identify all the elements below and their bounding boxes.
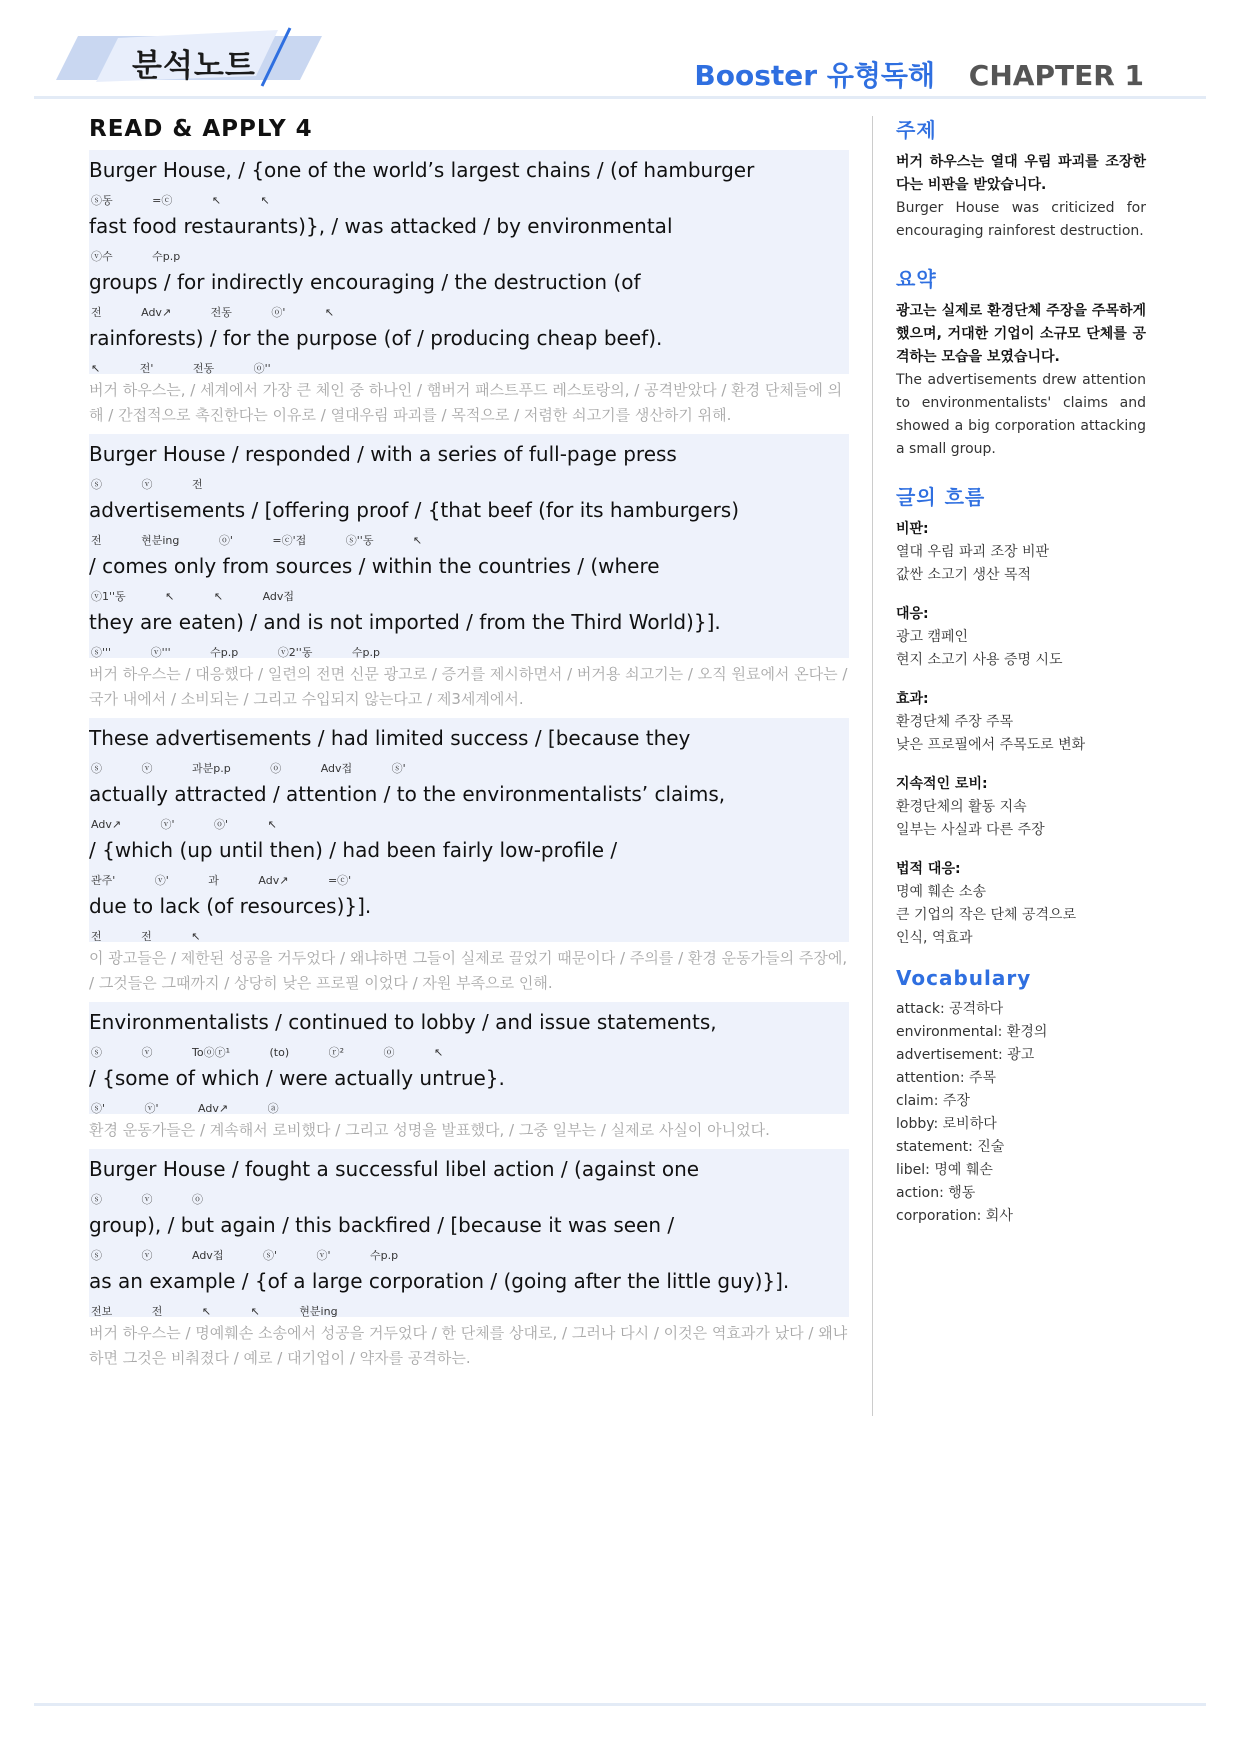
sentence-text: as an example / {of a large corporation / (going after the little guy)}]. [89, 1269, 790, 1293]
sentence-line [89, 886, 849, 942]
sentence-text: groups / for indirectly encouraging / the destruction (of [89, 270, 641, 294]
grammar-marks: ⓥ수 수p.p [91, 250, 181, 262]
vocab-item: advertisement: 광고 [896, 1047, 1035, 1063]
vocab-item: action: 행동 [896, 1185, 976, 1201]
flow-line: 명예 훼손 소송 [896, 884, 987, 900]
sentence-line [89, 150, 849, 206]
flow-heading: 지속적인 로비: [896, 776, 988, 792]
grammar-marks: ⓢ ⓥ 과분p.p ⓞ Adv접 ⓢ' [91, 762, 406, 774]
korean-translation: 이 광고들은 / 제한된 성공을 거두었다 / 왜냐하면 그들이 실제로 끌었기 때문이다 / 주의를 / 환경 운동가들의 주장에, / 그것들은 그때까지 / 상당히 낮은 프로필 이었다 / 자원 부족으로 인해. [89, 949, 848, 992]
sentence-line [89, 602, 849, 658]
sentence-text: / {some of which / were actually untrue}. [89, 1066, 505, 1090]
header-badge-label: 분석노트 [132, 48, 256, 84]
flow-heading: 효과: [896, 691, 929, 707]
korean-translation: 버거 하우스는 / 대응했다 / 일련의 전면 신문 광고로 / 증거를 제시하면서 / 버거용 쇠고기는 / 오직 원료에서 온다는 / 국가 내에서 / 소비되는 / 그리고 수입되지 않는다고 / 제3세계에서. [89, 665, 848, 708]
summary-title: 요약 [896, 267, 937, 291]
paragraph [89, 434, 849, 712]
vocab-item: attention: 주목 [896, 1070, 997, 1086]
grammar-marks: 전보 전 ↖ ↖ 현분ing [91, 1305, 338, 1317]
sentence-line [89, 718, 849, 774]
grammar-marks: 전 전 ↖ [91, 930, 201, 942]
flow-line: 일부는 사실과 다른 주장 [896, 822, 1045, 838]
sentence-line [89, 1205, 849, 1261]
sentence-line [89, 318, 849, 374]
sentence-line [89, 774, 849, 830]
vocab-title: Vocabulary [896, 966, 1032, 990]
grammar-marks: Adv↗ ⓥ' ⓞ' ↖ [91, 818, 277, 830]
sentence-text: Burger House / responded / with a series of full-page press [89, 442, 677, 466]
sentence-line [89, 1261, 849, 1317]
vocab-item: attack: 공격하다 [896, 1001, 1004, 1017]
header-right [694, 54, 1144, 94]
flow-line: 환경단체 주장 주목 [896, 714, 1014, 730]
sentence-line [89, 262, 849, 318]
page-header [0, 0, 1240, 110]
flow-line: 환경단체의 활동 지속 [896, 799, 1027, 815]
flow-item [896, 688, 1146, 757]
sentence-line [89, 206, 849, 262]
grammar-marks: 전 Adv↗ 전동 ⓞ' ↖ [91, 306, 335, 318]
sentence-text: These advertisements / had limited success / [because they [89, 726, 691, 750]
paragraph [89, 718, 849, 996]
section-title: READ & APPLY 4 [89, 116, 313, 142]
sentence-line [89, 1058, 849, 1114]
flow-line: 낮은 프로필에서 주목도로 변화 [896, 737, 1086, 753]
korean-translation: 버거 하우스는 / 명예훼손 소송에서 성공을 거두었다 / 한 단체를 상대로, / 그러나 다시 / 이것은 역효과가 났다 / 왜냐하면 그것은 비춰졌다 / 예로 / 대기업이 / 약자를 공격하는. [89, 1324, 848, 1367]
sentence-text: fast food restaurants)}, / was attacked / by environmental [89, 214, 673, 238]
sentence-text: due to lack (of resources)}]. [89, 894, 372, 918]
sidebar [896, 112, 1146, 1228]
korean-translation: 환경 운동가들은 / 계속해서 로비했다 / 그리고 성명을 발표했다, / 그중 일부는 / 실제로 사실이 아니었다. [89, 1121, 770, 1139]
sentence-text: advertisements / [offering proof / {that beef (for its hamburgers) [89, 498, 740, 522]
flow-item [896, 773, 1146, 842]
grammar-marks: ⓢ''' ⓥ''' 수p.p ⓥ2''동 수p.p [91, 646, 380, 658]
vocab-item: libel: 명예 훼손 [896, 1162, 993, 1178]
vocab-item: statement: 진술 [896, 1139, 1005, 1155]
sentence-text: actually attracted / attention / to the environmentalists’ claims, [89, 782, 726, 806]
sentence-text: rainforests) / for the purpose (of / producing cheap beef). [89, 326, 663, 350]
grammar-marks: ↖ 전' 전동 ⓞ'' [91, 362, 271, 374]
grammar-marks: ⓥ1''동 ↖ ↖ Adv접 [91, 590, 295, 602]
sentence-text: they are eaten) / and is not imported / from the Third World)}]. [89, 610, 721, 634]
paragraph [89, 150, 849, 428]
sentence-text: / comes only from sources / within the countries / (where [89, 554, 660, 578]
flow-heading: 법적 대응: [896, 861, 961, 877]
grammar-marks: ⓢ ⓥ Toⓞⓡ¹ (to) ⓡ² ⓞ ↖ [91, 1046, 444, 1058]
sentence-line [89, 434, 849, 490]
header-divider [34, 96, 1206, 99]
chapter-label: CHAPTER 1 [968, 59, 1144, 92]
flow-line: 광고 캠페인 [896, 629, 969, 645]
topic-title: 주제 [896, 118, 937, 142]
grammar-marks: ⓢ ⓥ 전 [91, 478, 203, 490]
flow-item [896, 518, 1146, 587]
vocab-item: environmental: 환경의 [896, 1024, 1048, 1040]
grammar-marks: ⓢ ⓥ Adv접 ⓢ' ⓥ' 수p.p [91, 1249, 399, 1261]
flow-line: 큰 기업의 작은 단체 공격으로 [896, 907, 1077, 923]
flow-item [896, 858, 1146, 950]
vocab-item: claim: 주장 [896, 1093, 970, 1109]
topic-english: Burger House was criticized for encouraging rainforest destruction. [896, 200, 1146, 239]
flow-item [896, 603, 1146, 672]
topic-korean: 버거 하우스는 열대 우림 파괴를 조장한다는 비판을 받았습니다. [896, 154, 1146, 193]
grammar-marks: 관주' ⓥ' 과 Adv↗ =ⓒ' [91, 874, 352, 886]
sentence-line [89, 1149, 849, 1205]
sentence-line [89, 490, 849, 546]
sentence-line [89, 546, 849, 602]
flow-line: 열대 우림 파괴 조장 비판 [896, 544, 1050, 560]
sentence-text: group), / but again / this backfired / [because it was seen / [89, 1213, 675, 1237]
sentence-line [89, 1002, 849, 1058]
column-divider [872, 116, 873, 1416]
flow-heading: 대응: [896, 606, 929, 622]
sentence-text: Burger House / fought a successful libel action / (against one [89, 1157, 700, 1181]
paragraph [89, 1002, 849, 1143]
grammar-marks: ⓢ동 =ⓒ ↖ ↖ [91, 194, 270, 206]
vocab-item: corporation: 회사 [896, 1208, 1013, 1224]
flow-line: 현지 소고기 사용 증명 시도 [896, 652, 1063, 668]
summary-english: The advertisements drew attention to environmentalists' claims and showed a big corporation attacking a small group. [896, 372, 1146, 457]
main-column [89, 112, 849, 1377]
booster-title: Booster 유형독해 [694, 59, 936, 92]
sentence-text: / {which (up until then) / had been fairly low-profile / [89, 838, 618, 862]
flow-line: 값싼 소고기 생산 목적 [896, 567, 1032, 583]
flow-line: 인식, 역효과 [896, 930, 973, 946]
grammar-marks: ⓢ ⓥ ⓞ [91, 1193, 203, 1205]
sentence-line [89, 830, 849, 886]
korean-translation: 버거 하우스는, / 세계에서 가장 큰 체인 중 하나인 / 햄버거 패스트푸드 레스토랑의, / 공격받았다 / 환경 단체들에 의해 / 간접적으로 촉진한다는 이유로 / 열대우림 파괴를 / 목적으로 / 저렴한 쇠고기를 생산하기 위해. [89, 381, 843, 424]
flow-heading: 비판: [896, 521, 929, 537]
sentence-text: Burger House, / {one of the world’s largest chains / (of hamburger [89, 158, 755, 182]
paragraph [89, 1149, 849, 1371]
grammar-marks: 전 현분ing ⓞ' =ⓒ'접 ⓢ''동 ↖ [91, 534, 423, 546]
flow-title: 글의 흐름 [896, 485, 986, 509]
summary-korean: 광고는 실제로 환경단체 주장을 주목하게 했으며, 거대한 기업이 소규모 단체를 공격하는 모습을 보였습니다. [896, 303, 1146, 365]
footer-divider [34, 1703, 1206, 1706]
vocab-item: lobby: 로비하다 [896, 1116, 997, 1132]
sentence-text: Environmentalists / continued to lobby / and issue statements, [89, 1010, 717, 1034]
grammar-marks: ⓢ' ⓥ' Adv↗ ⓐ [91, 1102, 279, 1114]
